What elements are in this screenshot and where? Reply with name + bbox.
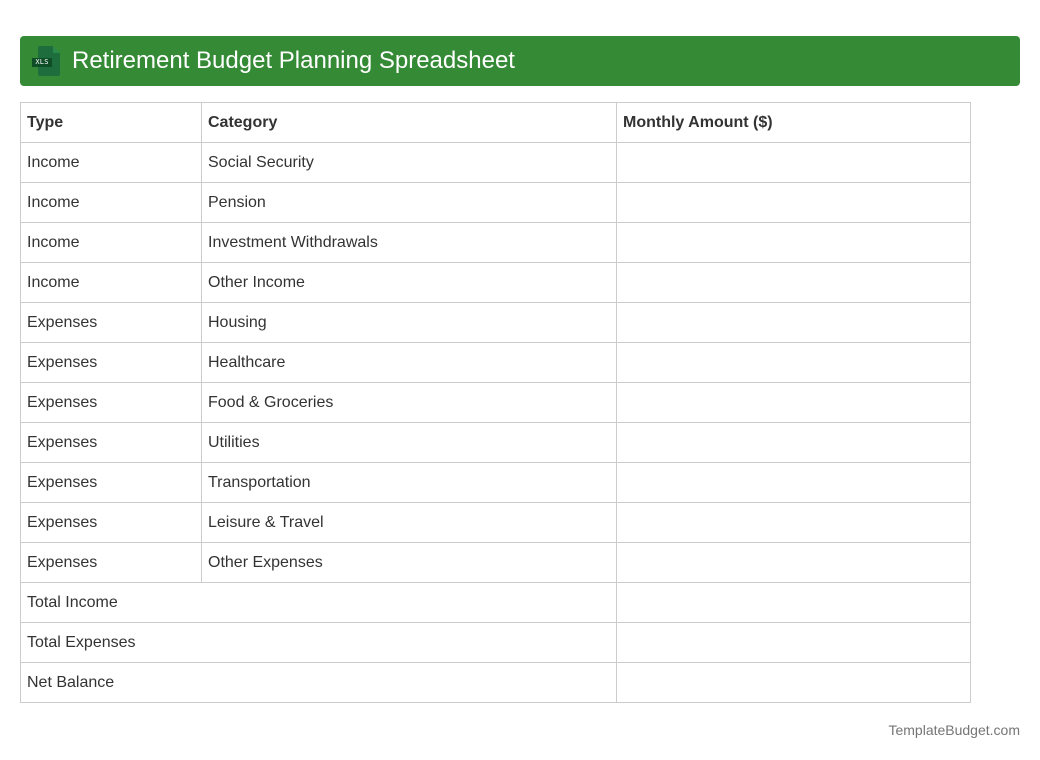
table-row [21,143,971,183]
summary-label: Net Balance [21,663,617,703]
total-expenses-amount[interactable] [617,623,971,663]
category-cell: Food & Groceries [202,383,617,423]
type-cell: Expenses [21,543,202,583]
type-cell: Expenses [21,503,202,543]
table-row [21,383,971,423]
xls-icon-label: XLS [32,58,52,67]
category-cell: Other Expenses [202,543,617,583]
summary-label: Total Expenses [21,623,617,663]
amount-cell[interactable] [617,263,971,303]
summary-label: Total Income [21,583,617,623]
table-row [21,543,971,583]
category-cell: Transportation [202,463,617,503]
summary-row-total-income [21,583,971,623]
type-cell: Income [21,223,202,263]
amount-cell[interactable] [617,503,971,543]
type-cell: Expenses [21,303,202,343]
type-cell: Income [21,143,202,183]
type-cell: Expenses [21,423,202,463]
net-balance-amount[interactable] [617,663,971,703]
amount-cell[interactable] [617,223,971,263]
amount-cell[interactable] [617,183,971,223]
table-row [21,343,971,383]
footer-brand: TemplateBudget.com [888,722,1020,738]
table-header-row [21,103,971,143]
amount-cell[interactable] [617,423,971,463]
column-header-monthly-amount: Monthly Amount ($) [617,103,971,143]
category-cell: Pension [202,183,617,223]
table-row [21,223,971,263]
type-cell: Expenses [21,383,202,423]
total-income-amount[interactable] [617,583,971,623]
category-cell: Other Income [202,263,617,303]
amount-cell[interactable] [617,343,971,383]
category-cell: Social Security [202,143,617,183]
category-cell: Utilities [202,423,617,463]
type-cell: Expenses [21,343,202,383]
title-bar [20,36,1020,86]
budget-table [20,102,971,703]
summary-row-total-expenses [21,623,971,663]
amount-cell[interactable] [617,383,971,423]
type-cell: Income [21,263,202,303]
amount-cell[interactable] [617,543,971,583]
table-row [21,503,971,543]
table-row [21,423,971,463]
category-cell: Healthcare [202,343,617,383]
type-cell: Income [21,183,202,223]
page-title: Retirement Budget Planning Spreadsheet [72,47,515,74]
amount-cell[interactable] [617,303,971,343]
amount-cell[interactable] [617,143,971,183]
table-row [21,463,971,503]
amount-cell[interactable] [617,463,971,503]
type-cell: Expenses [21,463,202,503]
column-header-type: Type [21,103,202,143]
summary-row-net-balance [21,663,971,703]
table-row [21,183,971,223]
table-row [21,263,971,303]
column-header-category: Category [202,103,617,143]
category-cell: Leisure & Travel [202,503,617,543]
table-row [21,303,971,343]
xls-file-icon [32,46,60,76]
category-cell: Investment Withdrawals [202,223,617,263]
category-cell: Housing [202,303,617,343]
